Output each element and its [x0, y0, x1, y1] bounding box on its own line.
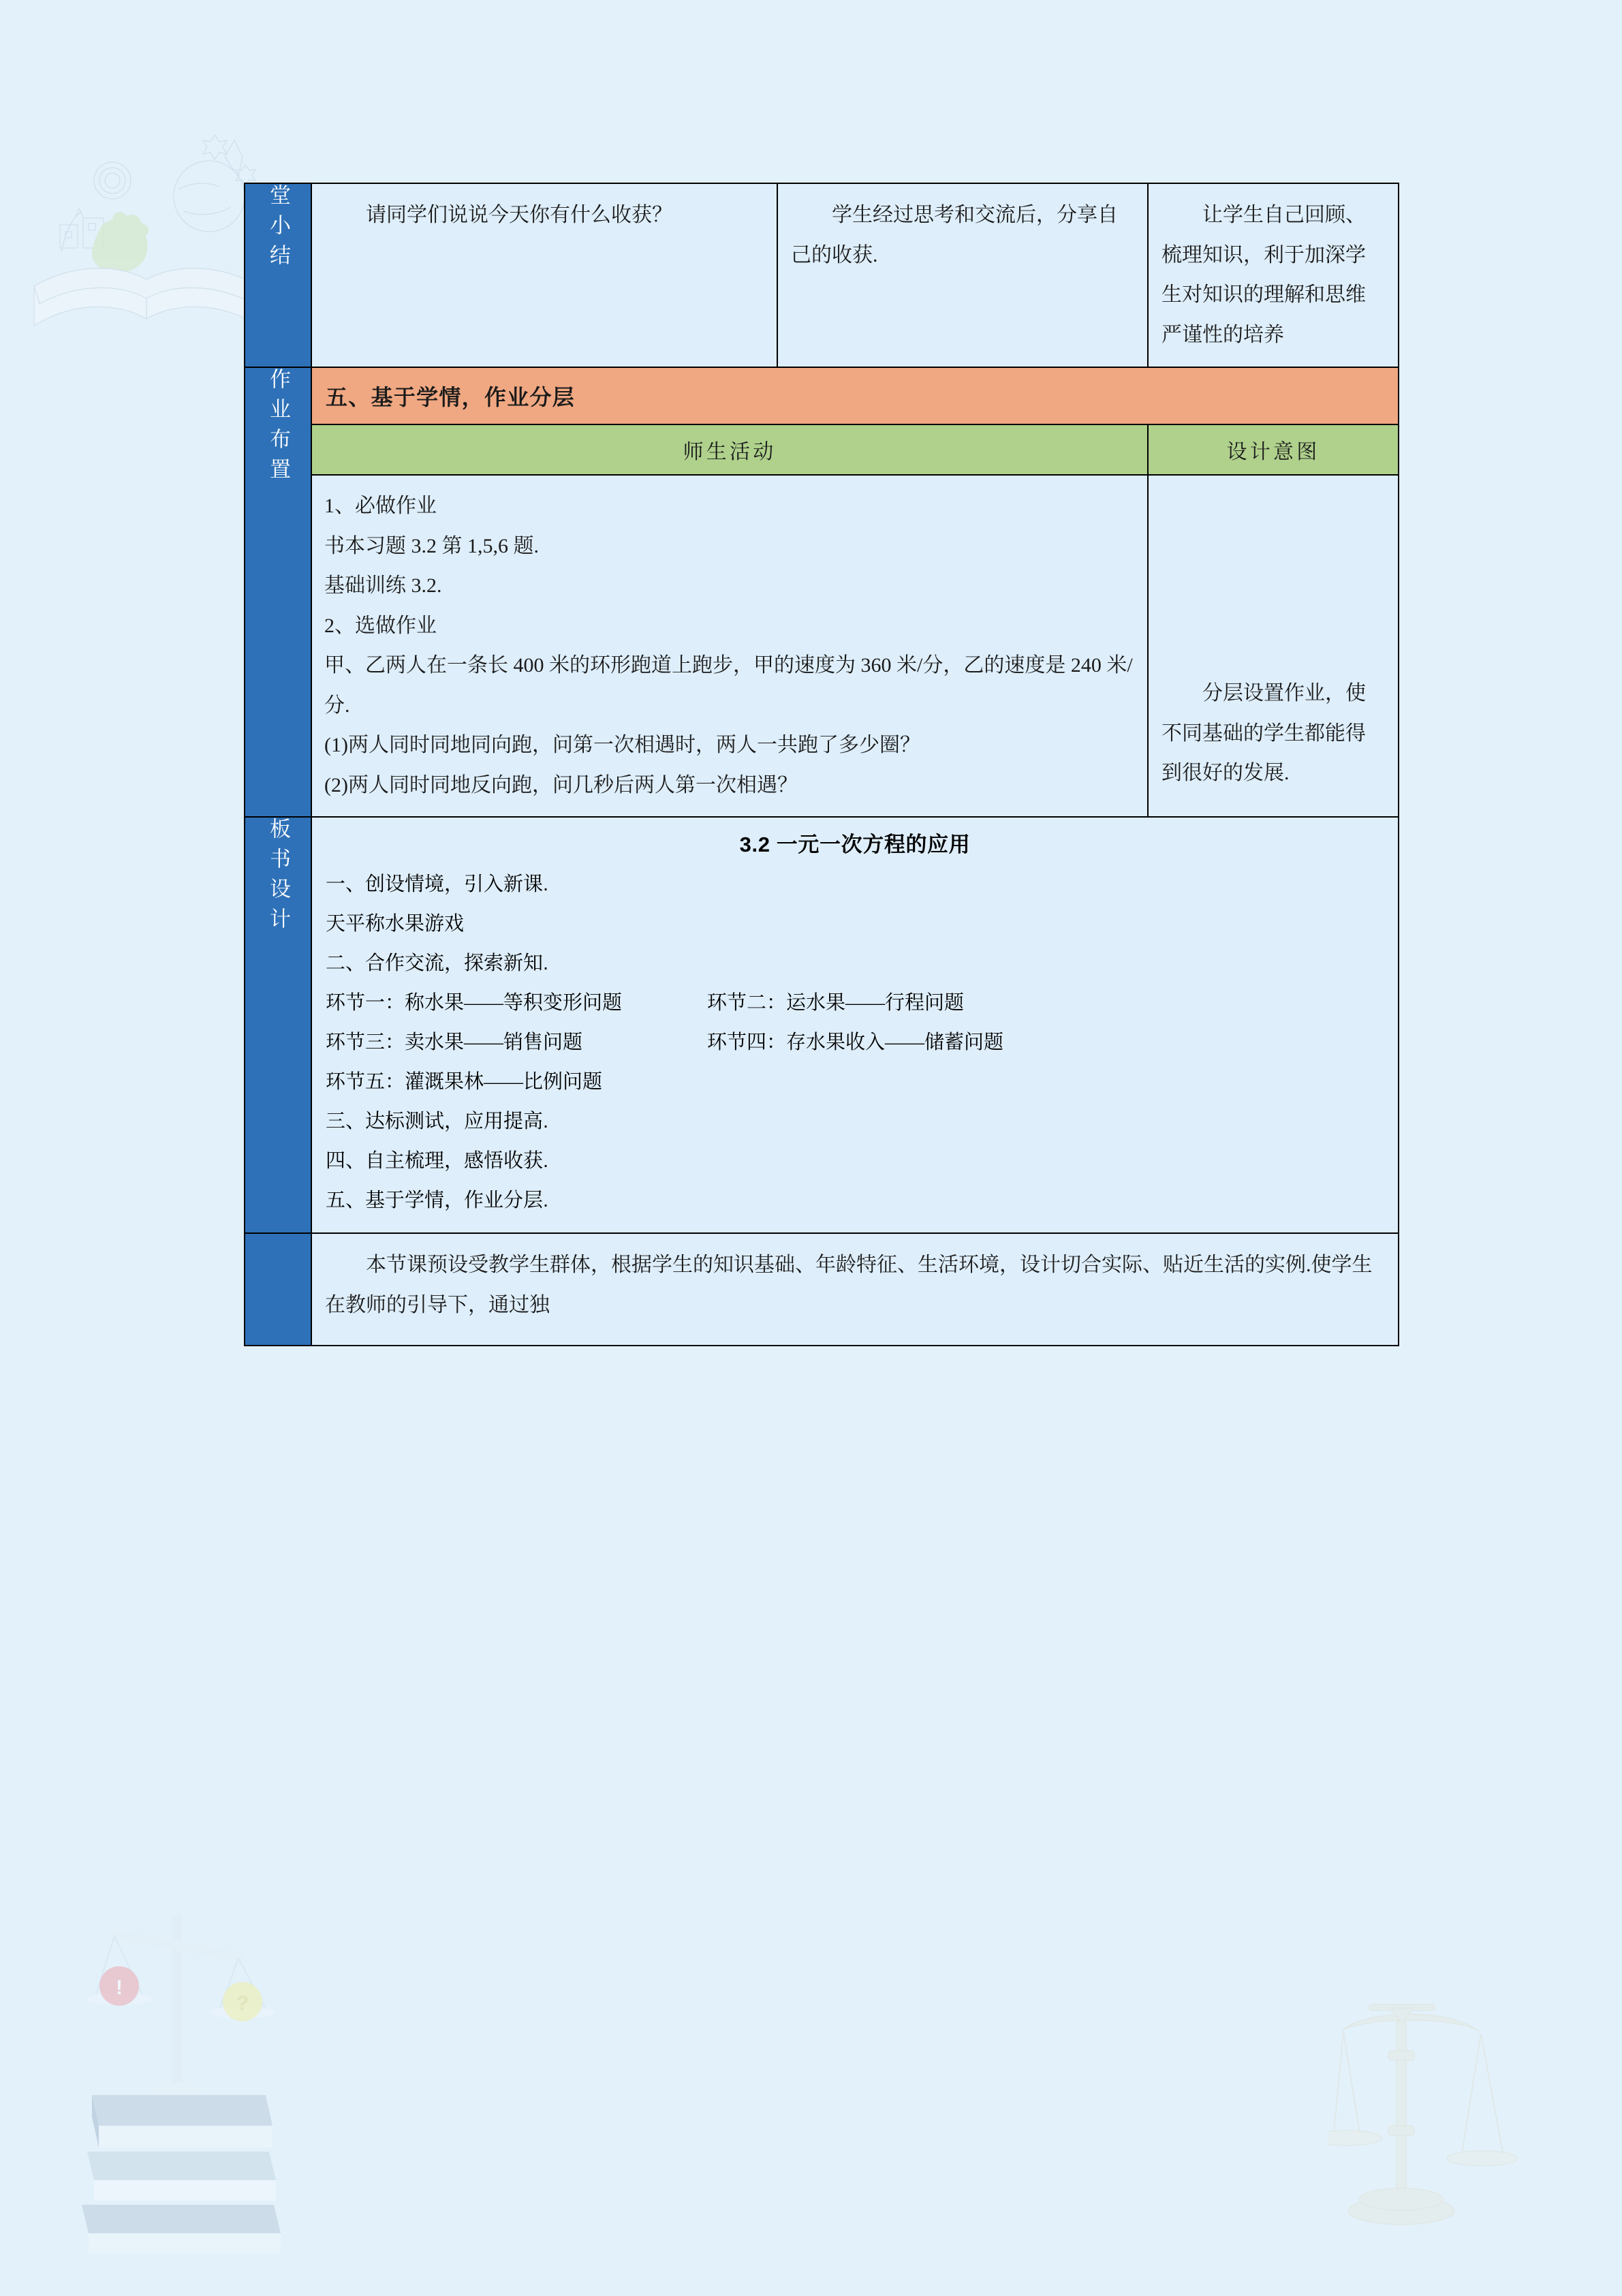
- blackboard-link-row: [312, 983, 1398, 1023]
- homework-line: (2)两人同时同地反向跑，问几秒后两人第一次相遇？: [324, 773, 798, 796]
- blackboard-line: 一、创设情境，引入新课.: [326, 873, 549, 895]
- blackboard-link-right: 环节二：运水果——行程问题: [707, 992, 965, 1014]
- blackboard-line: 天平称水果游戏: [326, 913, 465, 935]
- homework-intent-text: 分层设置作业，使不同基础的学生都能得到很好的发展.: [1161, 682, 1366, 784]
- cell-homework-activity: [311, 475, 1148, 817]
- row-label-blackboard: [245, 817, 311, 1233]
- header-activity: 师生活动: [311, 424, 1148, 475]
- blackboard-link-left: 环节三：卖水果——销售问题: [326, 1031, 583, 1053]
- homework-line: 书本习题 3.2 第 1,5,6 题.: [324, 534, 539, 557]
- homework-banner: 五、基于学情，作业分层: [311, 367, 1399, 424]
- blackboard-title: 3.2 一元一次方程的应用: [739, 833, 971, 856]
- header-intent: 设计意图: [1148, 424, 1399, 475]
- homework-line: 1、必做作业: [324, 495, 437, 517]
- golden-balance-scale-icon: [1328, 1928, 1622, 2296]
- blackboard-link-right: 环节四：存水果收入——储蓄问题: [707, 1031, 1004, 1053]
- row-label-reflection: [245, 1233, 311, 1346]
- blackboard-link-left: 环节五：灌溉果林——比例问题: [326, 1071, 603, 1093]
- table-row-blackboard: [245, 817, 1399, 1233]
- table-row-reflection: [245, 1233, 1399, 1346]
- balance-scale-on-books-icon: [34, 1908, 320, 2289]
- cell-summary-student: [777, 183, 1148, 367]
- svg-text:?: ?: [236, 1992, 249, 2015]
- homework-line: (1)两人同时同地同向跑，问第一次相遇时，两人一共跑了多少圈？: [324, 734, 920, 756]
- blackboard-tail-line: 三、达标测试，应用提高.: [326, 1111, 549, 1132]
- blackboard-link-left: 环节一：称水果——等积变形问题: [326, 992, 623, 1014]
- summary-intent-text: 让学生自己回顾、梳理知识，利于加深学生对知识的理解和思维严谨性的培养: [1161, 204, 1366, 346]
- table-row-homework-banner: [245, 367, 1399, 424]
- homework-line: 基础训练 3.2.: [324, 574, 442, 597]
- row-label-homework: [245, 367, 311, 817]
- cell-summary-intent: [1148, 183, 1399, 367]
- row-label-homework-text: 作业布置: [266, 368, 291, 488]
- row-label-summary: [245, 183, 311, 367]
- cell-homework-intent: [1148, 475, 1399, 817]
- blackboard-tail-line: 五、基于学情，作业分层.: [326, 1190, 549, 1211]
- table-row-homework-headers: [245, 424, 1399, 475]
- cell-summary-teacher: [311, 183, 777, 367]
- table-row-homework-content: [245, 475, 1399, 817]
- blackboard-line: 二、合作交流，探索新知.: [326, 952, 549, 974]
- summary-student-text: 学生经过思考和交流后，分享自己的收获.: [791, 204, 1118, 266]
- cell-reflection: [311, 1233, 1399, 1346]
- blackboard-link-row: [312, 1023, 1398, 1062]
- row-label-blackboard-text: 板书设计: [266, 818, 291, 938]
- blackboard-tail-line: 四、自主梳理，感悟收获.: [326, 1150, 549, 1172]
- row-label-summary-text: 堂小结: [266, 184, 291, 275]
- cell-blackboard-content: [311, 817, 1399, 1233]
- blackboard-link-row: [312, 1062, 1398, 1102]
- reflection-text: 本节课预设受教学生群体，根据学生的知识基础、年龄特征、生活环境，设计切合实际、贴近生活的实例.使学生在教师的引导下，通过独: [325, 1254, 1373, 1316]
- homework-line: 甲、乙两人在一条长 400 米的环形跑道上跑步，甲的速度为 360 米/分，乙的速度是 240 米/分.: [324, 654, 1133, 717]
- open-book-icon: [20, 116, 272, 334]
- table-row-summary: [245, 183, 1399, 367]
- lesson-plan-table: [244, 183, 1399, 1346]
- summary-teacher-text: 请同学们说说今天你有什么收获？: [366, 204, 672, 226]
- homework-line: 2、选做作业: [324, 614, 437, 637]
- svg-text:!: !: [116, 1976, 123, 1999]
